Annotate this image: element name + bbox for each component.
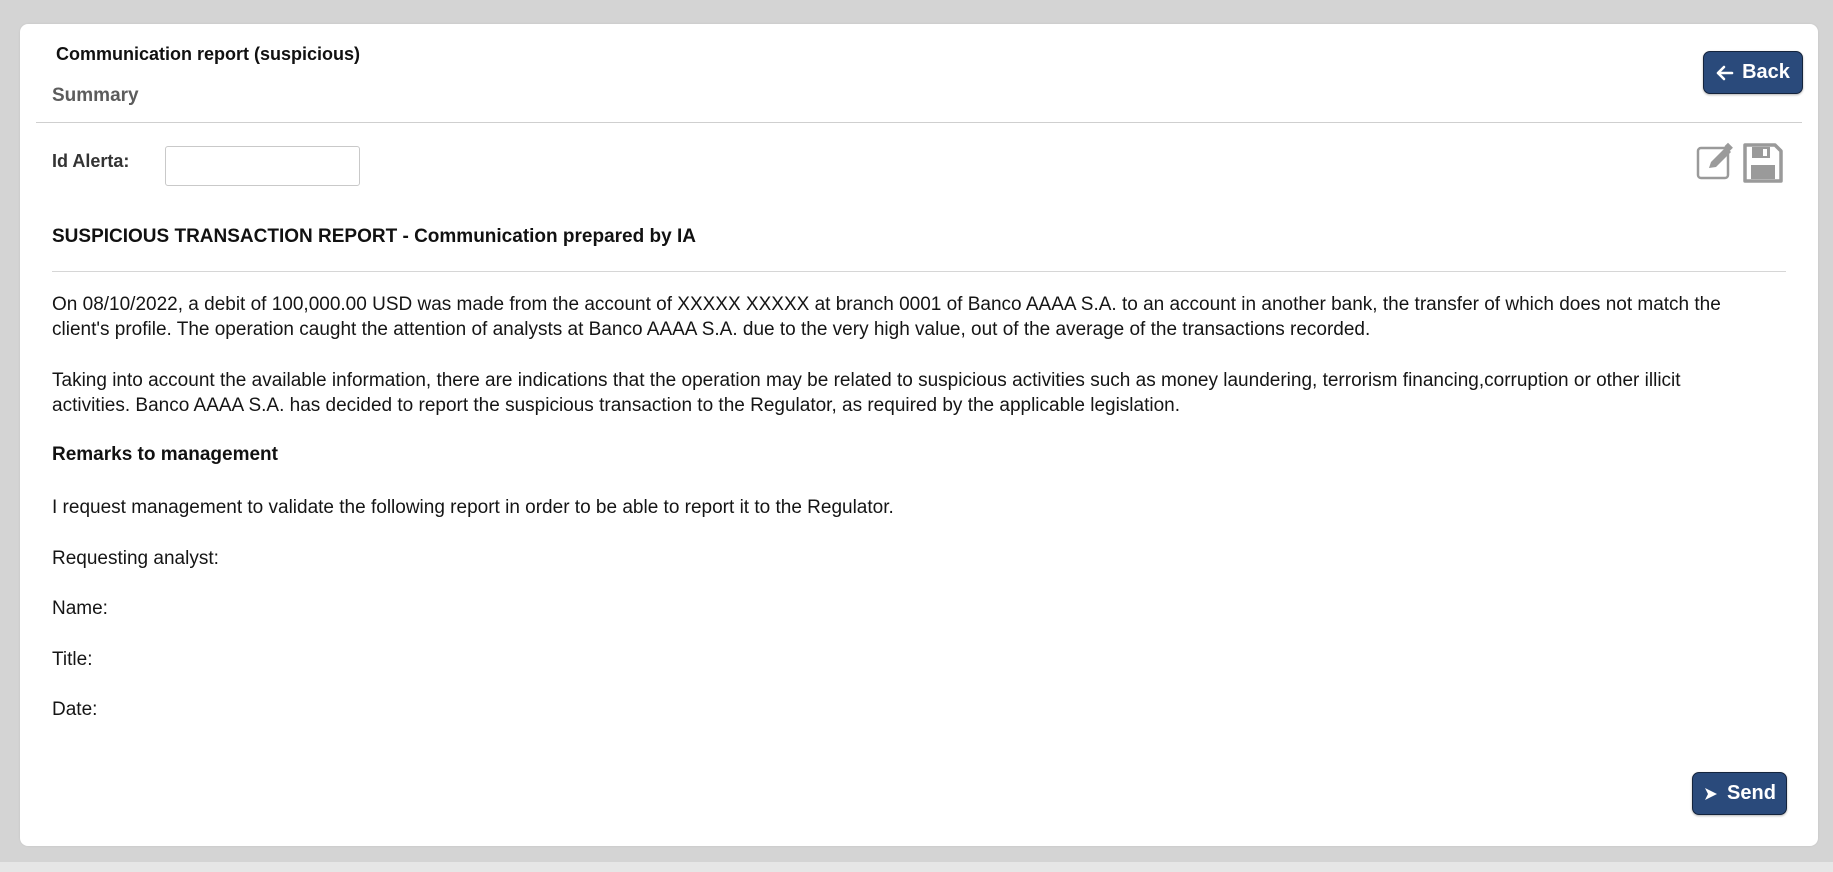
report-card <box>20 24 1818 846</box>
back-button[interactable] <box>1703 51 1803 94</box>
send-button[interactable] <box>1692 772 1787 815</box>
report-paragraph-2: Taking into account the available information, there are indications that the operation may be related to suspicious activities such as money laundering, terrorism financing,corruption or other illicit activities. Banco AAAA S.A. has decided to report the suspicious transaction to the Regulator, as required by the applicable legislation. <box>52 370 1681 416</box>
header-divider <box>36 122 1802 123</box>
id-alerta-label: Id Alerta: <box>52 151 130 171</box>
requesting-analyst-label: Requesting analyst: <box>52 548 219 569</box>
report-paragraph-1: On 08/10/2022, a debit of 100,000.00 USD was made from the account of XXXXX XXXXX at branch 0001 of Banco AAAA S.A. to an account in another bank, the transfer of which does not match the client's profile. The operation caught the attention of analysts at Banco AAAA S.A. due to the very high value, out of the average of the transactions recorded. <box>52 294 1721 340</box>
date-label: Date: <box>52 699 98 720</box>
id-alerta-input[interactable] <box>165 146 360 186</box>
title-label: Title: <box>52 649 93 670</box>
report-heading: SUSPICIOUS TRANSACTION REPORT - Communication prepared by IA <box>52 226 696 247</box>
edit-icon[interactable] <box>1695 142 1735 182</box>
back-button-label: Back <box>1742 61 1790 83</box>
arrow-left-icon <box>1716 65 1734 81</box>
remarks-heading: Remarks to management <box>52 444 278 465</box>
send-button-label: Send <box>1727 782 1776 804</box>
page-subtitle: Summary <box>52 85 139 106</box>
save-icon[interactable] <box>1741 141 1785 185</box>
report-divider <box>52 271 1786 272</box>
remarks-text: I request management to validate the following report in order to be able to report it to the Regulator. <box>52 497 894 518</box>
page-title: Communication report (suspicious) <box>56 44 361 64</box>
send-arrow-icon <box>1703 786 1719 802</box>
name-label: Name: <box>52 598 108 619</box>
page-bottom-band <box>0 862 1833 872</box>
